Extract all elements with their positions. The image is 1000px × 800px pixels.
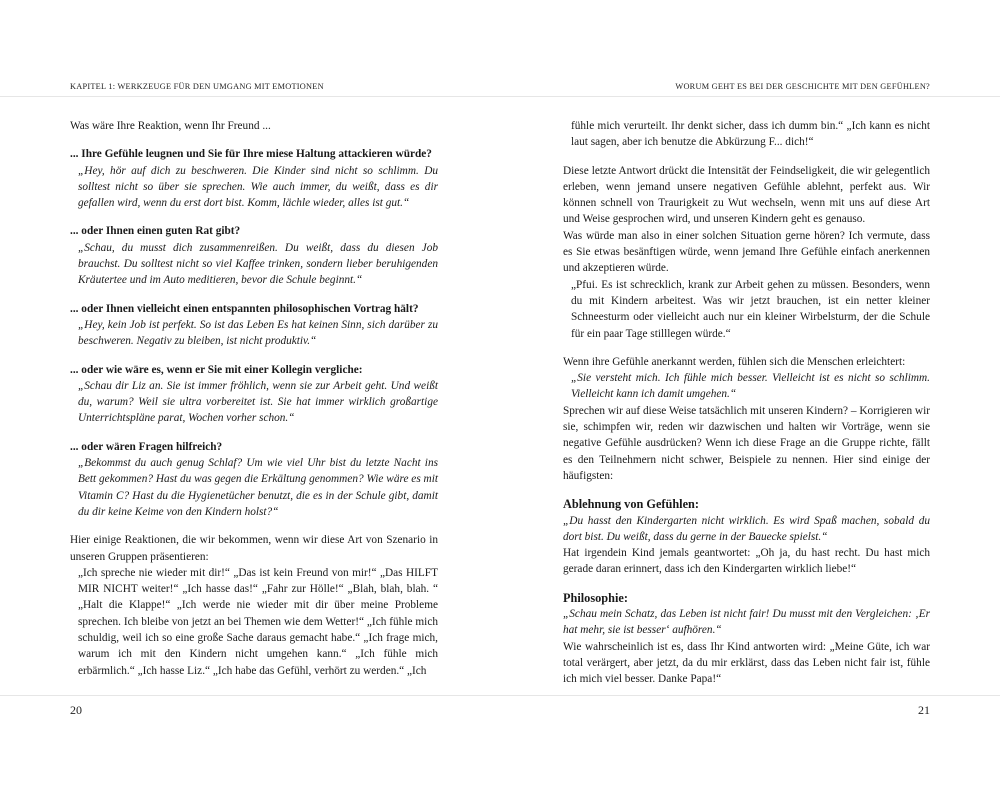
denial-text: Hat irgendein Kind jemals geantwortet: „Oh ja, du hast recht. Du hast mich gerade daran erinnert, dass ich den Kindergarten wirklich liebe!“	[563, 547, 930, 576]
left-page-body	[70, 118, 438, 679]
section-title-philosophy: Philosophie:	[563, 590, 628, 605]
page-number-right: 21	[918, 703, 930, 717]
right-page-body	[563, 118, 930, 688]
page-number-left: 20	[70, 703, 82, 717]
reactions-quotes: „Ich spreche nie wieder mit dir!“ „Das ist kein Freund von mir!“ „Das HILFT MIR NICHT weiter!“ „Ich hasse das!“ „Fahr zur Hölle!“ „Blah, blah, blah. “ „Halt die Klappe!“ „Ich werde nie wieder mit dir über meine Probleme sprechen. Ich bleibe von jetzt an bei Themen wie dem Wetter!“ „Ich fühle mich schuldig, weil ich so eine große Sache daraus gemacht habe.“ „Ich frage mich, warum ich mit den Kindern nicht umgehen kann.“ „Ich fühle mich erbärmlich.“ „Ich hasse Liz.“ „Ich habe das Gefühl, verhört zu werden.“ „Ich	[78, 566, 438, 677]
answer-4: „Schau dir Liz an. Sie ist immer fröhlich, wenn sie zur Arbeit geht. Und weißt du, warum? Weil sie ultra vorbereitet ist. Sie hat immer wirklich großartige Unterrichtspläne parat, Wochen vorher schon.“	[78, 379, 438, 425]
header-rule	[0, 96, 1000, 97]
footer-rule	[0, 695, 1000, 696]
answer-5: „Bekommst du auch genug Schlaf? Um wie viel Uhr bist du letzte Nacht ins Bett gekommen? Hast du was gegen die Erkältung genommen? Wie wäre es mit Vitamin C? Hast du die Hygienetücher benutzt, die es in der Schule gibt, damit du dir keine Keime von den Kindern holst?“	[78, 457, 438, 518]
running-head-right: WORUM GEHT ES BEI DER GESCHICHTE MIT DEN GEFÜHLEN?	[675, 82, 930, 91]
paragraph-1: Diese letzte Antwort drückt die Intensität der Feindseligkeit, die wir gelegentlich erleben, wenn jemand unsere negativen Gefühle ablehnt, perfekt aus. Wir können schnell von Traurigkeit zu Wut wechseln, wenn mit uns auf diese Art und Weise gesprochen wird, und unseren Kindern geht es genauso.	[563, 164, 930, 226]
intro-text: Was wäre Ihre Reaktion, wenn Ihr Freund ...	[70, 120, 271, 132]
question-1: ... Ihre Gefühle leugnen und Sie für Ihre miese Haltung attackieren würde?	[70, 148, 432, 161]
question-4: ... oder wie wäre es, wenn er Sie mit einer Kollegin vergliche:	[70, 363, 363, 376]
reactions-continuation: fühle mich verurteilt. Ihr denkt sicher, dass ich dumm bin.“ „Ich kann es nicht laut sagen, aber ich benutze die Abkürzung F... dich!“	[571, 120, 930, 149]
philosophy-text: Wie wahrscheinlich ist es, dass Ihr Kind antworten wird: „Meine Güte, ich war total verärgert, aber jetzt, da du mir erklärst, dass das Leben nicht fair ist, fühle ich mich viel besser. Danke Papa!“	[563, 640, 930, 686]
answer-3: „Hey, kein Job ist perfekt. So ist das Leben Es hat keinen Sinn, sich darüber zu beschweren. Negativ zu bleiben, ist nicht produktiv.“	[78, 318, 438, 348]
question-2: ... oder Ihnen einen guten Rat gibt?	[70, 225, 241, 238]
running-head-left: KAPITEL 1: WERKZEUGE FÜR DEN UMGANG MIT EMOTIONEN	[70, 82, 324, 91]
denial-quote: „Du hasst den Kindergarten nicht wirklich. Es wird Spaß machen, sobald du dort bist. Du weißt, dass du gerne in der Bauecke spielst.“	[563, 514, 930, 543]
acknowledgement-quote: „Pfui. Es ist schrecklich, krank zur Arbeit gehen zu müssen. Besonders, wenn du mit Kindern arbeitest. Was wir jetzt brauchen, ist ein netter kleiner Schneesturm oder vielleicht auch nur ein kleiner Wirbelsturm, der die Schule für ein paar Tage stilllegen würde.“	[571, 278, 930, 340]
philosophy-quote: „Schau mein Schatz, das Leben ist nicht fair! Du musst mit den Vergleichen: ‚Er hat mehr, sie ist besser‘ aufhören.“	[563, 608, 930, 637]
question-5: ... oder wären Fragen hilfreich?	[70, 440, 223, 453]
reactions-intro: Hier einige Reaktionen, die wir bekommen, wenn wir diese Art von Szenario in unseren Gruppen präsentieren:	[70, 534, 438, 563]
answer-2: „Schau, du musst dich zusammenreißen. Du weißt, dass du diesen Job brauchst. Du solltest nicht so viel Kaffee trinken, sondern lieber beruhigenden Kräutertee und im Auto meditieren, bevor die Schule beginnt.“	[78, 241, 438, 287]
paragraph-3: Wenn ihre Gefühle anerkannt werden, fühlen sich die Menschen erleichtert:	[563, 355, 906, 368]
paragraph-2: Was würde man also in einer solchen Situation gerne hören? Ich vermute, dass es Sie etwas besänftigen würde, wenn jemand Ihre Gefühle einfach anerkennen und akzeptieren würde.	[563, 229, 930, 275]
relief-quote: „Sie versteht mich. Ich fühle mich besser. Vielleicht ist es nicht so schlimm. Vielleicht kann ich damit umgehen.“	[571, 372, 930, 401]
section-title-denial: Ablehnung von Gefühlen:	[563, 497, 699, 512]
question-3: ... oder Ihnen vielleicht einen entspannten philosophischen Vortrag hält?	[70, 302, 419, 315]
paragraph-4: Sprechen wir auf diese Weise tatsächlich mit unseren Kindern? – Korrigieren wir sie, schimpfen wir, reden wir dazwischen und halten wir Vorträge, wenn sie negative Gefühle ausdrücken? Wenn ich diese Frage an die Gruppe richte, fällt es den Teilnehmern nicht schwer, Beispiele zu nennen. Hier sind einige der häufigsten:	[563, 404, 930, 482]
answer-1: „Hey, hör auf dich zu beschweren. Die Kinder sind nicht so schlimm. Du solltest nicht so über sie sprechen. Wie auch immer, du weißt, dass es dir gefallen wird, wenn du erst dort bist. Komm, lächle wieder, alles ist gut.“	[78, 164, 438, 210]
